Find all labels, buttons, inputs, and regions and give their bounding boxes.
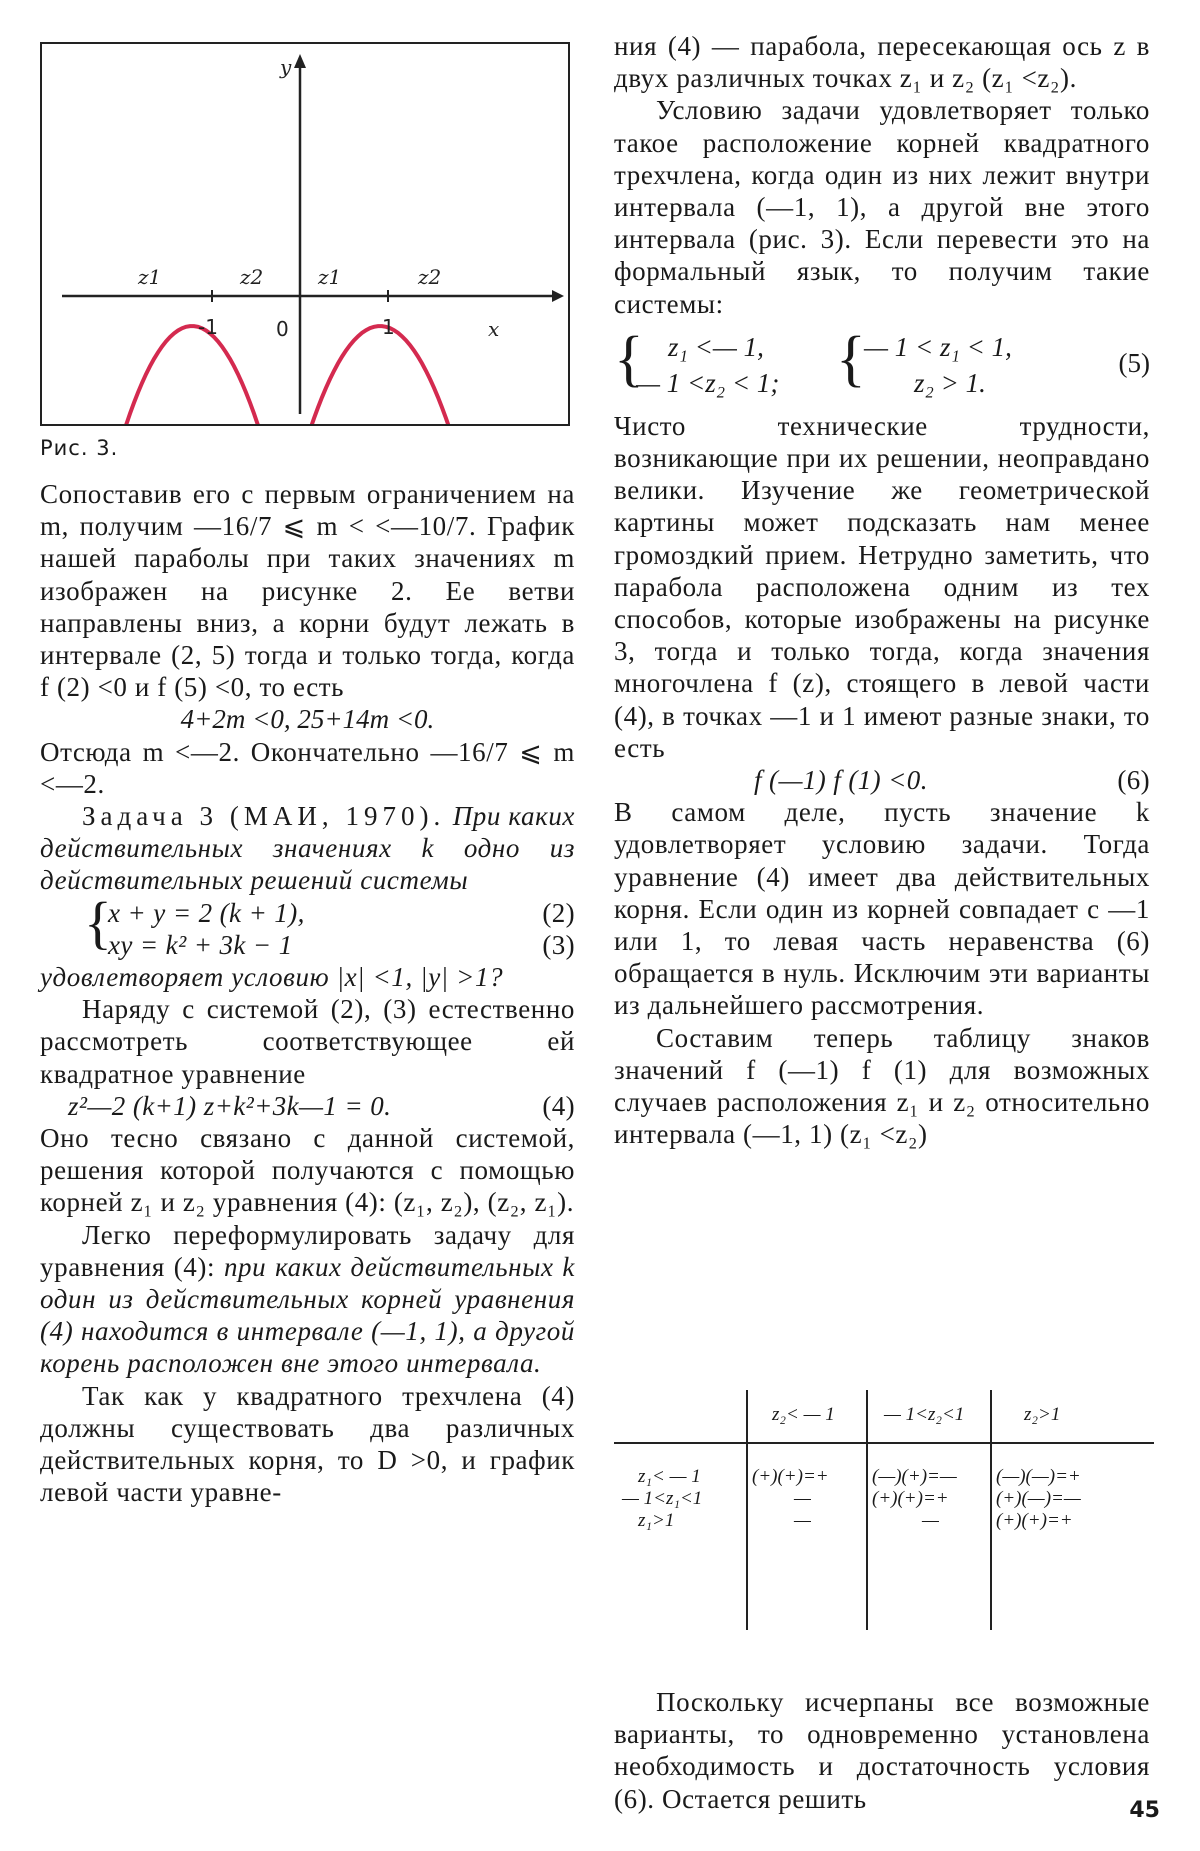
- tick-label-one: 1: [382, 315, 395, 339]
- paragraph-technical: Чисто технические трудности, возникающие при их решении, неоправдано велики. Изучение же геометрической картины может подсказать нам менее громоздкий прием. Нетрудно заметить, что парабола расположена одним из тех способов, которые изображены на рисунке 3, тогда и только тогда, когда значения многочлена f (z), стоящего в левой части (4), в точках —1 и 1 имеют разные знаки, то есть: [614, 410, 1150, 763]
- table-cell: (+)(+)=+: [752, 1466, 829, 1487]
- paragraph-problem-3: [40, 800, 575, 897]
- equation-6: f (—1) f (1) <0. (6): [754, 765, 1150, 796]
- paragraph-conclusion: Отсюда m <—2. Окончательно —16/7 ⩽ m <—2.: [40, 736, 575, 799]
- table-cell: (—)(+)=—: [872, 1466, 957, 1487]
- figure-caption: Рис. 3.: [40, 436, 119, 460]
- table-header-rule: [614, 1442, 1154, 1444]
- paragraph-condition: Условию задачи удовлетворяет только такое расположение корней квадратного трехчлена, когда один из них лежит внутри интервала (—1, 1), а другой вне этого интервала (рис. 3). Если перевести это на формальный язык, то получим такие системы:: [614, 95, 1150, 319]
- brace-icon: {: [614, 324, 644, 393]
- brace-icon: {: [836, 324, 866, 393]
- right-column-end: [614, 1686, 1150, 1815]
- paragraph-parabola-intersect: ния (4) — парабола, пересекающая ось z в двух различных точках z₁ и z₂ (z₁ <z₂).: [614, 31, 1150, 94]
- equation-4: z²—2 (k+1) z+k²+3k—1 = 0. (4): [68, 1090, 575, 1121]
- column-header: z₂>1: [1024, 1404, 1061, 1425]
- system-5: { z₁ <— 1, — 1 <z₂ < 1; { — 1 < z₁ < 1, z₂ > 1. (5): [614, 324, 1150, 398]
- root-label-z2-right: z2: [418, 265, 442, 289]
- table-divider: [746, 1390, 748, 1630]
- paragraph-roots: Оно тесно связано с данной системой, решения которой получаются с помощью корней z₁ и z₂ уравнения (4): (z₁, z₂), (z₂, z₁).: [40, 1123, 575, 1218]
- figure-3: [40, 42, 570, 426]
- tick-label-minus-one: -1: [198, 315, 218, 339]
- equation-inequalities: 4+2m <0, 25+14m <0.: [180, 704, 435, 735]
- left-column: [40, 478, 575, 1509]
- root-label-z2-left: z2: [240, 265, 264, 289]
- paragraph-proof: В самом деле, пусть значение k удовлетворяет условию задачи. Тогда уравнение (4) имеет два действительных корня. Если один из корней совпадает с —1 или 1, то левая часть неравенства (6) обращается в нуль. Исключим эти варианты из дальнейшего рассмотрения.: [614, 797, 1150, 1021]
- paragraph-quadratic: Наряду с системой (2), (3) естественно рассмотреть соответствующее ей квадратное уравнение: [40, 994, 575, 1089]
- table-divider: [866, 1390, 868, 1630]
- table-cell: (+)(+)=+: [872, 1488, 949, 1509]
- table-divider: [990, 1390, 992, 1630]
- table-cell: (+)(—)=—: [996, 1488, 1081, 1509]
- right-column: [614, 30, 1150, 1151]
- equation-3: xy = k² + 3k − 1 (3): [108, 929, 575, 960]
- sign-table: [614, 1390, 1154, 1650]
- paragraph-reformulate: Легко переформулировать задачу для уравнения (4): при каких действительных k один из действительных корней уравнения (4) находится в интервале (—1, 1), а другой корень расположен вне этого интервала.: [40, 1219, 575, 1379]
- parabola-plot: [42, 44, 568, 424]
- paragraph-final: Поскольку исчерпаны все возможные варианты, то одновременно установлена необходимость и достаточность условия (6). Остается решить: [614, 1687, 1150, 1814]
- root-label-z1-left: z1: [138, 265, 162, 289]
- table-cell: (+)(+)=+: [996, 1510, 1073, 1531]
- x-axis-label: x: [488, 317, 500, 341]
- column-header: — 1<z₂<1: [884, 1404, 965, 1425]
- root-label-z1-right: z1: [318, 265, 342, 289]
- system-2-3: [40, 889, 575, 961]
- x-axis-arrow-icon: [552, 290, 564, 302]
- table-cell: —: [922, 1510, 939, 1531]
- problem-label: Задача 3 (МАИ, 1970).: [82, 801, 446, 832]
- paragraph-discriminant: Так как у квадратного трехчлена (4) должны существовать два различных действительных корня, то D >0, и график левой части уравне-: [40, 1380, 575, 1508]
- brace-icon: {: [84, 889, 112, 955]
- paragraph-table-intro: Составим теперь таблицу знаков значений f (—1) f (1) для возможных случаев расположения z₁ и z₂ относительно интервала (—1, 1) (z₁ <z₂): [614, 1022, 1150, 1150]
- equation-2: x + y = 2 (k + 1), (2): [108, 897, 575, 928]
- row-header: z₁< — 1: [638, 1466, 701, 1487]
- table-cell: —: [794, 1510, 811, 1531]
- problem-text: При каких действительных значениях k одно из действительных решений системы: [40, 801, 575, 896]
- row-header: z₁>1: [638, 1510, 675, 1531]
- right-parabola: [278, 326, 506, 424]
- page-number: 45: [1129, 1798, 1160, 1823]
- column-header: z₂< — 1: [772, 1404, 835, 1425]
- y-axis-label: y: [280, 55, 292, 79]
- table-cell: (—)(—)=+: [996, 1466, 1081, 1487]
- paragraph-constraint: Сопоставив его с первым ограничением на m, получим —16/7 ⩽ m < <—10/7. График нашей параболы при таких значениях m изображен на рисунке 2. Ее ветви направлены вниз, а корни будут лежать в интервале (2, 5) тогда и только тогда, когда f (2) <0 и f (5) <0, то есть: [40, 479, 575, 703]
- tick-label-zero: 0: [276, 317, 289, 341]
- row-header: — 1<z₁<1: [622, 1488, 703, 1509]
- problem-condition: удовлетворяет условию |x| <1, |y| >1?: [40, 962, 504, 993]
- table-cell: —: [794, 1488, 811, 1509]
- y-axis-arrow-icon: [294, 54, 306, 68]
